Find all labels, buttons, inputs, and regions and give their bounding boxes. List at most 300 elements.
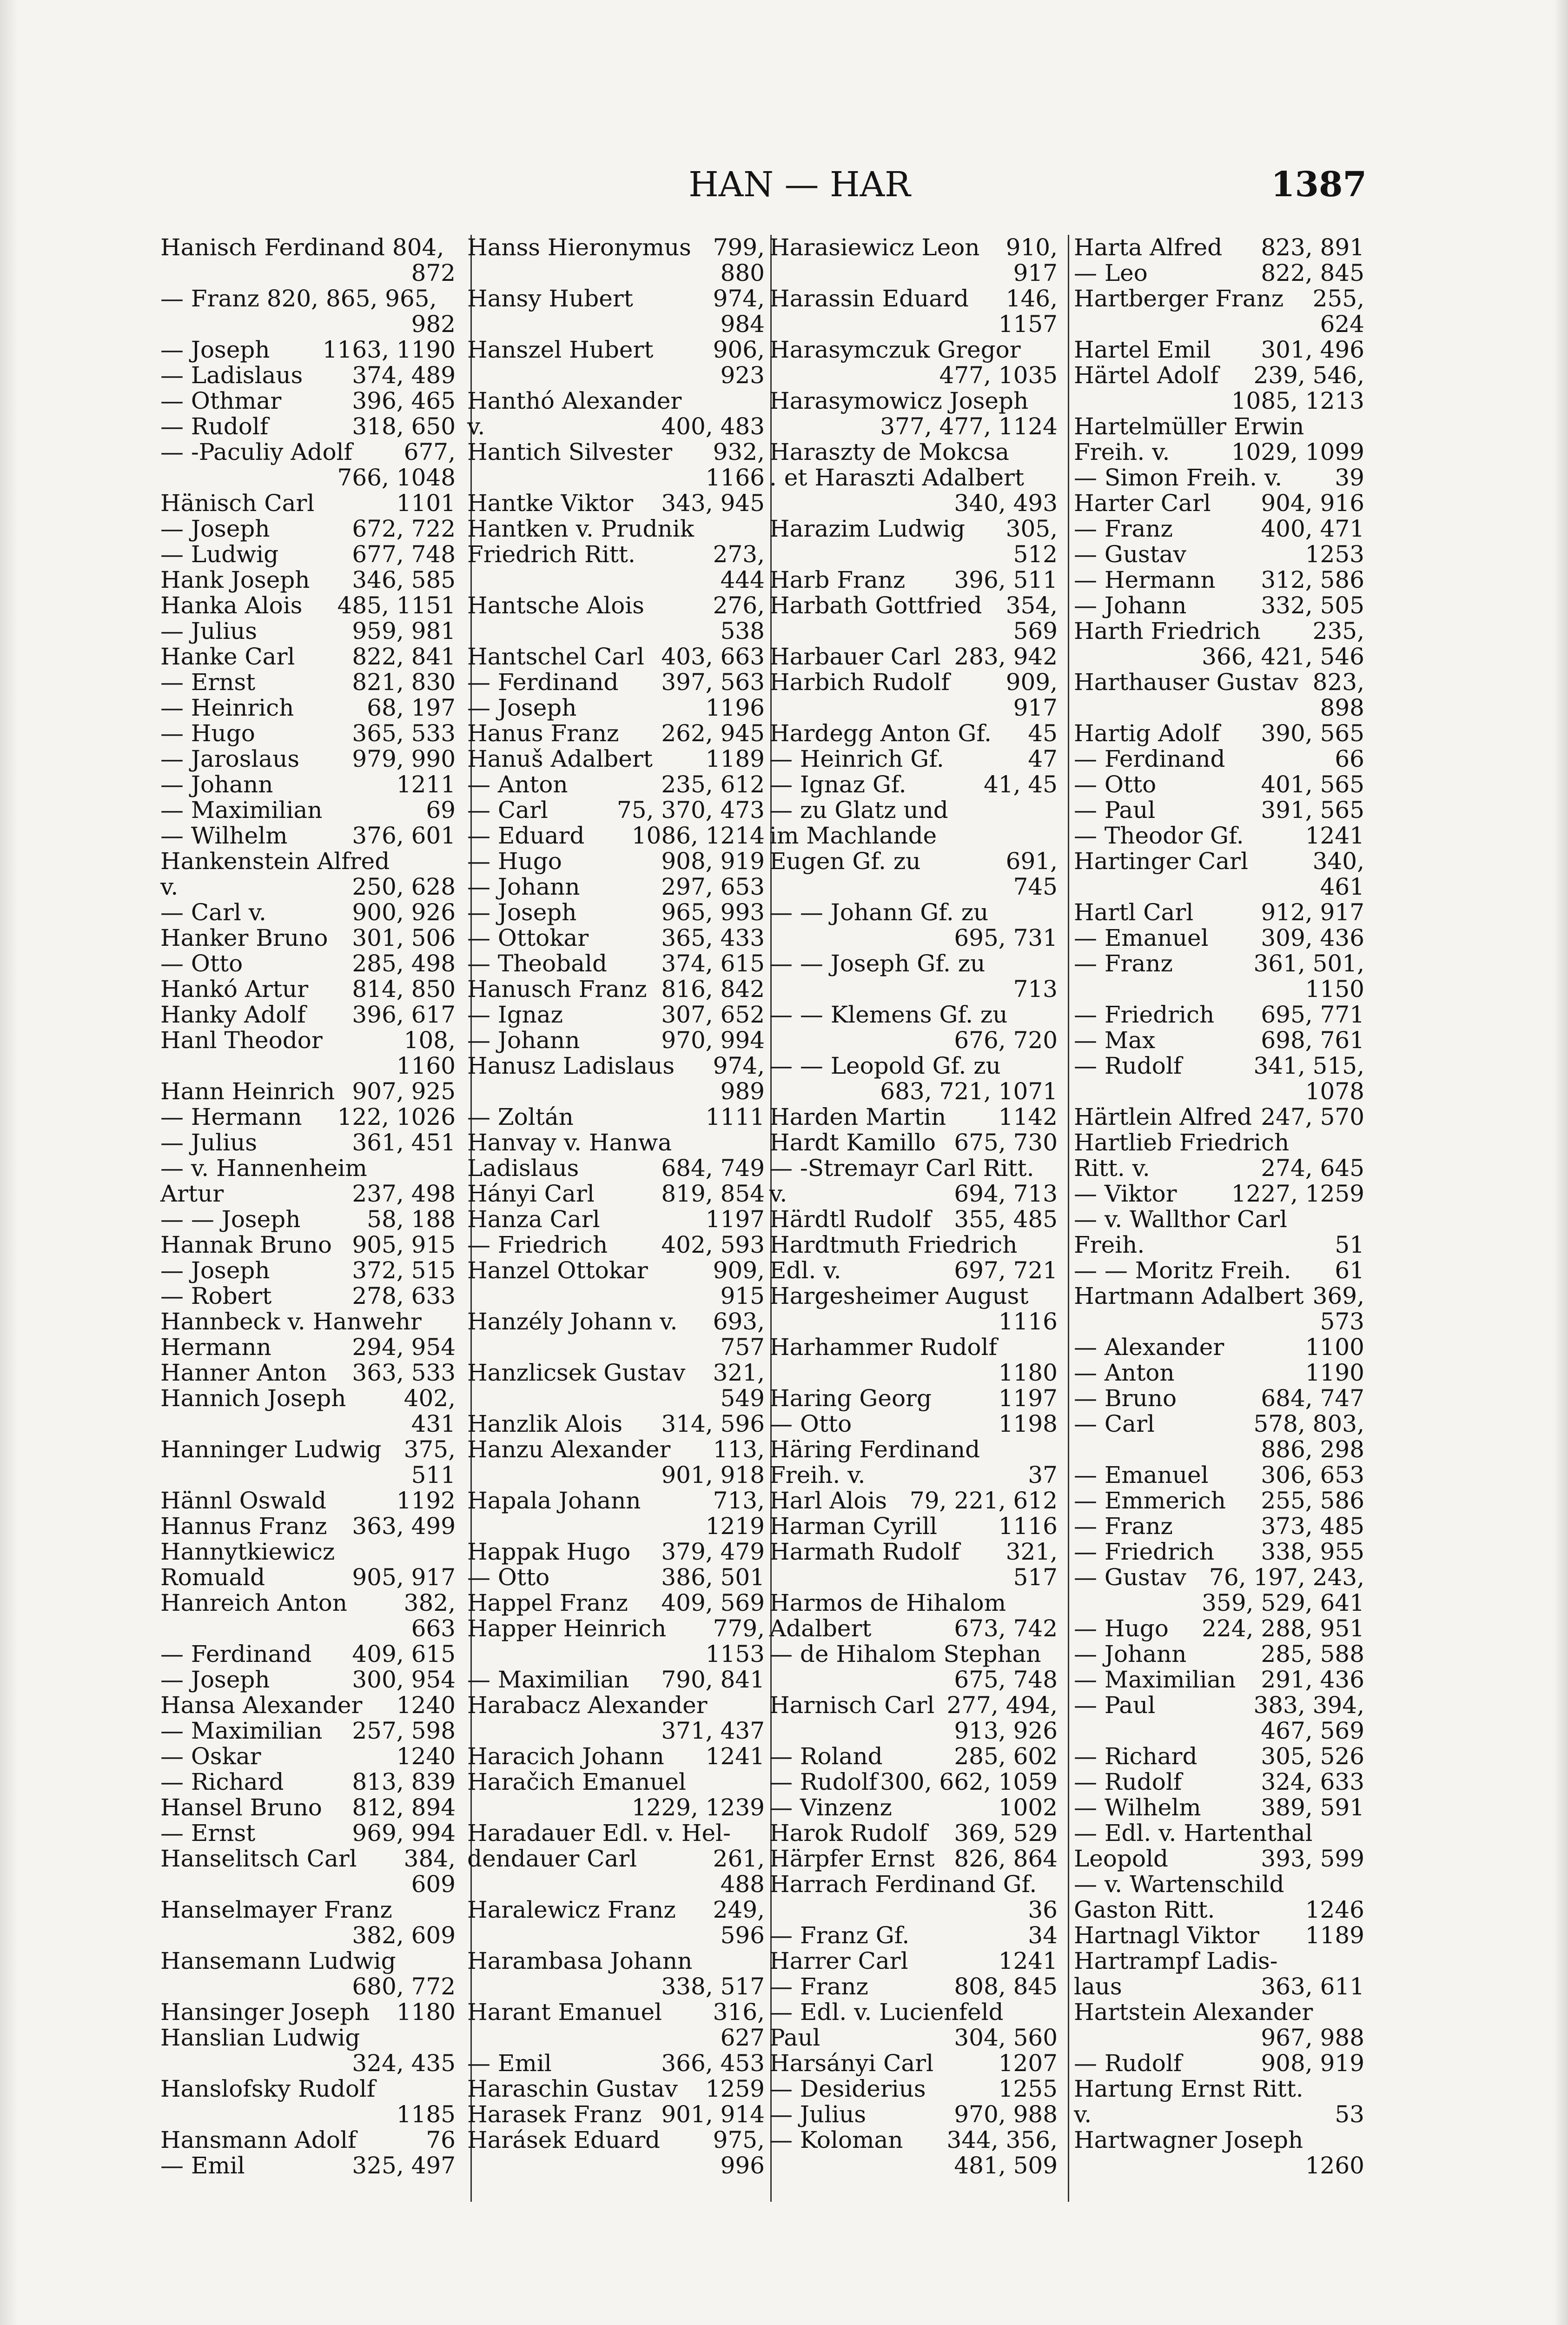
index-entry [160, 1335, 456, 1360]
entry-page-refs: 255, 586 [1261, 1487, 1364, 1514]
entry-name: — Edl. v. Hartenthal [1074, 1820, 1313, 1847]
entry-page-refs: 393, 599 [1261, 1845, 1364, 1872]
entry-name: Hansy Hubert [467, 285, 633, 312]
entry-page-refs: 53 [1335, 2101, 1364, 2128]
index-entry [1074, 670, 1364, 695]
index-entry [160, 2076, 456, 2102]
entry-page-refs: 1240 [396, 1743, 456, 1770]
index-entry [769, 2153, 1058, 2179]
entry-name: Hansemann Ludwig [160, 1947, 396, 1974]
index-entry [467, 1641, 765, 1667]
entry-page-refs: 365, 433 [661, 924, 765, 951]
index-entry [1074, 2051, 1364, 2076]
entry-page-refs: 917 [1013, 259, 1058, 286]
entry-page-refs: 318, 650 [352, 413, 456, 440]
entry-page-refs: 969, 994 [352, 1820, 456, 1847]
index-entry [467, 1156, 765, 1181]
entry-name: — Julius [160, 1129, 257, 1156]
entry-page-refs: 1198 [998, 1410, 1058, 1437]
column-divider-3 [1068, 235, 1069, 2202]
entry-page-refs: 34 [1028, 1922, 1058, 1949]
entry-name: Hanus Franz [467, 720, 619, 747]
index-entry [769, 1744, 1058, 1769]
entry-page-refs: 624 [1320, 311, 1364, 338]
entry-page-refs: 959, 981 [352, 618, 456, 644]
entry-page-refs: 409, 615 [352, 1641, 456, 1667]
entry-page-refs: 76 [426, 2126, 456, 2153]
entry-page-refs: 673, 742 [954, 1615, 1058, 1642]
index-entry [769, 1309, 1058, 1335]
entry-page-refs: 974, [713, 1052, 765, 1079]
entry-page-refs: 274, 645 [1261, 1155, 1364, 1182]
entry-name: Hartlieb Friedrich [1074, 1129, 1290, 1156]
index-entry [769, 2127, 1058, 2153]
entry-name: — Richard [160, 1768, 284, 1795]
index-entry [1074, 1283, 1364, 1309]
entry-page-refs: 1085, 1213 [1231, 387, 1364, 414]
index-entry [160, 1539, 456, 1565]
index-entry [1074, 1795, 1364, 1820]
entry-page-refs: 75, 370, 473 [616, 797, 765, 824]
entry-name: Hanreich Anton [160, 1589, 347, 1616]
index-entry [1074, 1335, 1364, 1360]
index-entry [160, 1386, 456, 1411]
entry-name: — Franz [1074, 515, 1173, 542]
entry-name: — Leo [1074, 259, 1148, 286]
entry-page-refs: 907, 925 [352, 1078, 456, 1105]
entry-page-refs: 306, 653 [1261, 1461, 1364, 1488]
entry-page-refs: 872 [411, 259, 456, 286]
entry-page-refs: 512 [1013, 541, 1058, 568]
entry-page-refs: 403, 663 [661, 643, 765, 670]
entry-page-refs: 285, 498 [352, 950, 456, 977]
entry-page-refs: 355, 485 [954, 1206, 1058, 1233]
index-entry [769, 1386, 1058, 1411]
index-entry [1074, 1641, 1364, 1667]
entry-name: — Joseph [467, 694, 577, 721]
index-entry [160, 618, 456, 644]
entry-name: Harambasa Johann [467, 1947, 693, 1974]
entry-name: Harmath Rudolf [769, 1538, 960, 1565]
index-entry [769, 286, 1058, 312]
entry-name: Hantke Viktor [467, 490, 634, 517]
entry-name: Harbath Gottfried [769, 592, 982, 619]
entry-page-refs: 908, 919 [661, 848, 765, 875]
entry-page-refs: 819, 854 [661, 1180, 765, 1207]
entry-page-refs: 363, 611 [1261, 1973, 1364, 2000]
index-entry [467, 721, 765, 746]
entry-page-refs: 324, 633 [1261, 1768, 1364, 1795]
entry-page-refs: 906, [713, 336, 765, 363]
index-entry [467, 1079, 765, 1104]
entry-page-refs: 912, 917 [1261, 899, 1364, 926]
entry-page-refs: 1192 [396, 1487, 456, 1514]
entry-page-refs: 396, 511 [954, 566, 1058, 593]
entry-name: — Gustav [1074, 1564, 1186, 1591]
entry-page-refs: 677, [404, 438, 456, 465]
entry-page-refs: 1227, 1259 [1231, 1180, 1364, 1207]
index-entry [769, 491, 1058, 516]
entry-page-refs: 108, [404, 1027, 456, 1054]
index-entry [1074, 695, 1364, 721]
index-entry [467, 1207, 765, 1232]
entry-page-refs: 341, 515, [1253, 1052, 1364, 1079]
entry-name: v. [467, 413, 485, 440]
entry-page-refs: 816, 842 [661, 976, 765, 1003]
entry-name: Härpfer Ernst [769, 1845, 935, 1872]
entry-page-refs: 37 [1028, 1461, 1058, 1488]
entry-name: — Richard [1074, 1743, 1198, 1770]
entry-name: — Maximilian [160, 797, 323, 824]
index-entry [160, 1641, 456, 1667]
entry-page-refs: 488 [720, 1871, 765, 1898]
entry-name: Härtel Adolf [1074, 362, 1219, 389]
index-entry [467, 337, 765, 363]
index-entry [769, 337, 1058, 363]
index-entry [769, 670, 1058, 695]
index-entry [1074, 439, 1364, 465]
index-entry [467, 1053, 765, 1079]
entry-page-refs: 444 [720, 566, 765, 593]
index-entry [1074, 618, 1364, 644]
entry-name: — Paul [1074, 1692, 1156, 1719]
entry-name: Hanzlicsek Gustav [467, 1359, 686, 1386]
index-entry [769, 465, 1058, 491]
entry-page-refs: 340, [1312, 848, 1364, 875]
index-entry [1074, 260, 1364, 286]
index-entry [769, 1897, 1058, 1923]
entry-name: Hartel Emil [1074, 336, 1211, 363]
entry-page-refs: 1196 [705, 694, 765, 721]
index-entry [467, 1104, 765, 1130]
index-entry [467, 1872, 765, 1897]
index-entry [769, 260, 1058, 286]
entry-name: Hanvay v. Hanwa [467, 1129, 672, 1156]
index-entry [769, 1795, 1058, 1820]
entry-page-refs: 285, 602 [954, 1743, 1058, 1770]
entry-name: — Roland [769, 1743, 883, 1770]
index-entry [1074, 1232, 1364, 1258]
entry-page-refs: 1160 [396, 1052, 456, 1079]
index-entry [1074, 1616, 1364, 1641]
entry-page-refs: 923 [720, 362, 765, 389]
entry-page-refs: 1240 [396, 1692, 456, 1719]
page-right-edge [1554, 0, 1568, 2325]
entry-page-refs: 324, 435 [352, 2050, 456, 2077]
index-entry [467, 1693, 765, 1718]
entry-page-refs: 467, 569 [1261, 1717, 1364, 1744]
entry-name: Hartinger Carl [1074, 848, 1248, 875]
entry-page-refs: 374, 615 [661, 950, 765, 977]
entry-name: Haracich Johann [467, 1743, 664, 1770]
index-entry [160, 2153, 456, 2179]
entry-name: — Desiderius [769, 2075, 926, 2102]
entry-name: Hank Joseph [160, 566, 310, 593]
index-entry [769, 951, 1058, 976]
index-entry [467, 1462, 765, 1488]
entry-name: — Ferdinand [160, 1641, 312, 1667]
index-entry [160, 1769, 456, 1795]
index-entry [769, 2051, 1058, 2076]
entry-page-refs: 538 [720, 618, 765, 644]
entry-page-refs: 396, 617 [352, 1001, 456, 1028]
index-entry [467, 1232, 765, 1258]
index-entry [160, 1411, 456, 1437]
index-entry [769, 874, 1058, 900]
entry-page-refs: 47 [1028, 745, 1058, 772]
entry-page-refs: 386, 501 [661, 1564, 765, 1591]
index-entry [1074, 1028, 1364, 1053]
index-entry [1074, 951, 1364, 976]
entry-name: — — Joseph Gf. zu [769, 950, 986, 977]
index-entry [1074, 1002, 1364, 1028]
index-entry [160, 1872, 456, 1897]
index-entry [160, 874, 456, 900]
index-entry [1074, 1181, 1364, 1207]
entry-page-refs: 276, [713, 592, 765, 619]
entry-page-refs: 695, 771 [1261, 1001, 1364, 1028]
entry-name: — Hugo [467, 848, 562, 875]
entry-name: Happel Franz [467, 1589, 628, 1616]
entry-name: Hanzély Johann v. [467, 1308, 678, 1335]
entry-name: — Hugo [160, 720, 255, 747]
index-entry [160, 797, 456, 823]
entry-page-refs: 684, 749 [661, 1155, 765, 1182]
entry-name: Hargesheimer August [769, 1282, 1029, 1309]
entry-name: Adalbert [769, 1615, 872, 1642]
index-entry [160, 1130, 456, 1156]
entry-name: — Theodor Gf. [1074, 822, 1244, 849]
index-entry [160, 951, 456, 976]
entry-name: Hannak Bruno [160, 1231, 332, 1258]
entry-page-refs: 1211 [396, 771, 456, 798]
index-entry [1074, 1897, 1364, 1923]
entry-name: Hardt Kamillo [769, 1129, 936, 1156]
entry-name: — — Leopold Gf. zu [769, 1052, 1001, 1079]
entry-page-refs: 979, 990 [352, 745, 456, 772]
entry-name: — — Moritz Freih. [1074, 1257, 1291, 1284]
entry-page-refs: 905, 917 [352, 1564, 456, 1591]
index-entry [1074, 797, 1364, 823]
index-entry [160, 2051, 456, 2076]
entry-page-refs: 693, [713, 1308, 765, 1335]
entry-page-refs: 369, 529 [954, 1820, 1058, 1847]
index-entry [160, 260, 456, 286]
index-entry [160, 1488, 456, 1514]
index-entry [1074, 516, 1364, 542]
entry-name: — Joseph [160, 1257, 270, 1284]
index-entry [1074, 874, 1364, 900]
index-entry [467, 2025, 765, 2051]
index-entry [769, 1232, 1058, 1258]
entry-name: Hartl Carl [1074, 899, 1194, 926]
entry-page-refs: 400, 483 [661, 413, 765, 440]
index-entry [467, 593, 765, 618]
index-entry [1074, 1846, 1364, 1872]
entry-name: — Otto [160, 950, 243, 977]
index-entry [769, 1846, 1058, 1872]
entry-page-refs: 61 [1335, 1257, 1364, 1284]
entry-page-refs: 821, 830 [352, 669, 456, 696]
entry-name: — Jaroslaus [160, 745, 300, 772]
index-entry [160, 746, 456, 772]
index-entry [160, 593, 456, 618]
index-entry [769, 1565, 1058, 1590]
index-entry [467, 1514, 765, 1539]
entry-name: — Koloman [769, 2126, 903, 2153]
entry-name: Harbauer Carl [769, 643, 941, 670]
page-left-edge [0, 0, 19, 2325]
index-entry [769, 797, 1058, 823]
index-entry [160, 1232, 456, 1258]
entry-page-refs: 984 [720, 311, 765, 338]
entry-name: — Johann [160, 771, 273, 798]
entry-page-refs: 898 [1320, 694, 1364, 721]
index-entry [160, 312, 456, 337]
entry-page-refs: 325, 497 [352, 2152, 456, 2179]
index-entry [769, 1667, 1058, 1693]
entry-page-refs: 1241 [1305, 822, 1364, 849]
index-entry [769, 1462, 1058, 1488]
entry-name: Hanisch Ferdinand 804, [160, 234, 444, 261]
entry-page-refs: 374, 489 [352, 362, 456, 389]
entry-name: — Emanuel [1074, 924, 1209, 951]
entry-page-refs: 122, 1026 [337, 1103, 456, 1130]
index-entry [160, 721, 456, 746]
entry-page-refs: 915 [720, 1282, 765, 1309]
page-number: 1387 [1271, 165, 1367, 205]
index-entry [1074, 1820, 1364, 1846]
entry-name: — Otto [467, 1564, 550, 1591]
index-entry [1074, 2076, 1364, 2102]
entry-name: — Hermann [1074, 566, 1216, 593]
index-entry [1074, 1130, 1364, 1156]
entry-name: Hanss Hieronymus [467, 234, 691, 261]
index-entry [160, 465, 456, 491]
entry-page-refs: 307, 652 [661, 1001, 765, 1028]
index-entry [769, 721, 1058, 746]
entry-page-refs: 41, 45 [983, 771, 1058, 798]
entry-page-refs: 1241 [998, 1947, 1058, 1974]
index-column-3 [769, 235, 1058, 2202]
entry-name: Hännl Oswald [160, 1487, 326, 1514]
index-entry [467, 2127, 765, 2153]
entry-name: Hanke Carl [160, 643, 295, 670]
entry-page-refs: 970, 994 [661, 1027, 765, 1054]
entry-page-refs: 332, 505 [1261, 592, 1364, 619]
entry-page-refs: 757 [720, 1334, 765, 1361]
entry-name: — Joseph [160, 1666, 270, 1693]
entry-name: Harter Carl [1074, 490, 1211, 517]
entry-page-refs: 354, [1006, 592, 1058, 619]
entry-page-refs: 401, 565 [1261, 771, 1364, 798]
index-entry [769, 1820, 1058, 1846]
entry-name: dendauer Carl [467, 1845, 637, 1872]
index-entry [1074, 823, 1364, 849]
entry-page-refs: 880 [720, 259, 765, 286]
index-entry [160, 1667, 456, 1693]
entry-name: — Franz [1074, 950, 1173, 977]
index-entry [467, 516, 765, 542]
entry-name: — — Joseph [160, 1206, 301, 1233]
entry-name: Hanusz Ladislaus [467, 1052, 675, 1079]
entry-name: Hapala Johann [467, 1487, 641, 1514]
entry-page-refs: 409, 569 [661, 1589, 765, 1616]
index-entry [160, 1514, 456, 1539]
entry-page-refs: 361, 451 [352, 1129, 456, 1156]
index-entry [160, 1181, 456, 1207]
index-entry [160, 235, 456, 260]
entry-name: — -Stremayr Carl Ritt. [769, 1155, 1034, 1182]
index-entry [1074, 1053, 1364, 1079]
entry-page-refs: 273, [713, 541, 765, 568]
index-entry [1074, 1514, 1364, 1539]
entry-name: Haraszty de Mokcsa [769, 438, 1009, 465]
entry-name: Hardtmuth Friedrich [769, 1231, 1018, 1258]
index-entry [467, 1181, 765, 1207]
entry-page-refs: 1153 [705, 1641, 765, 1667]
entry-page-refs: 366, 421, 546 [1202, 643, 1364, 670]
entry-page-refs: 431 [411, 1410, 456, 1437]
index-entry [1074, 1923, 1364, 1948]
entry-page-refs: 1246 [1305, 1896, 1364, 1923]
entry-page-refs: 663 [411, 1615, 456, 1642]
entry-page-refs: 609 [411, 1871, 456, 1898]
entry-page-refs: 672, 722 [352, 515, 456, 542]
entry-name: Freih. v. [1074, 438, 1170, 465]
entry-page-refs: 461 [1320, 873, 1364, 900]
entry-page-refs: 400, 471 [1261, 515, 1364, 542]
entry-name: Härtlein Alfred [1074, 1103, 1252, 1130]
index-entry [160, 900, 456, 925]
entry-name: Hanzlik Alois [467, 1410, 622, 1437]
entry-page-refs: 904, 916 [1261, 490, 1364, 517]
entry-page-refs: 826, 864 [954, 1845, 1058, 1872]
index-entry [1074, 1590, 1364, 1616]
entry-page-refs: 79, 221, 612 [909, 1487, 1058, 1514]
entry-name: Hanninger Ludwig [160, 1436, 382, 1463]
index-entry [769, 1539, 1058, 1565]
entry-name: Hannus Franz [160, 1513, 327, 1540]
entry-page-refs: 909, [1006, 669, 1058, 696]
index-entry [160, 1616, 456, 1641]
entry-page-refs: 402, 593 [661, 1231, 765, 1258]
entry-page-refs: 346, 585 [352, 566, 456, 593]
index-entry [769, 618, 1058, 644]
index-entry [1074, 976, 1364, 1002]
entry-page-refs: 578, 803, [1253, 1410, 1364, 1437]
index-entry [467, 1488, 765, 1514]
entry-name: — de Hihalom Stephan [769, 1641, 1041, 1667]
entry-name: Hanky Adolf [160, 1001, 306, 1028]
entry-name: Hantsche Alois [467, 592, 644, 619]
entry-name: Hanselmayer Franz [160, 1896, 392, 1923]
index-entry [467, 2076, 765, 2102]
entry-page-refs: 376, 601 [352, 822, 456, 849]
index-entry [467, 2000, 765, 2025]
index-entry [160, 1744, 456, 1769]
index-entry [467, 1130, 765, 1156]
entry-name: Ritt. v. [1074, 1155, 1150, 1182]
entry-name: Harth Friedrich [1074, 618, 1261, 644]
entry-page-refs: 695, 731 [954, 924, 1058, 951]
index-entry [467, 1309, 765, 1335]
index-entry [1074, 1667, 1364, 1693]
entry-page-refs: 239, 546, [1253, 362, 1364, 389]
index-entry [160, 1079, 456, 1104]
index-entry [769, 1437, 1058, 1462]
entry-name: Harden Martin [769, 1103, 946, 1130]
